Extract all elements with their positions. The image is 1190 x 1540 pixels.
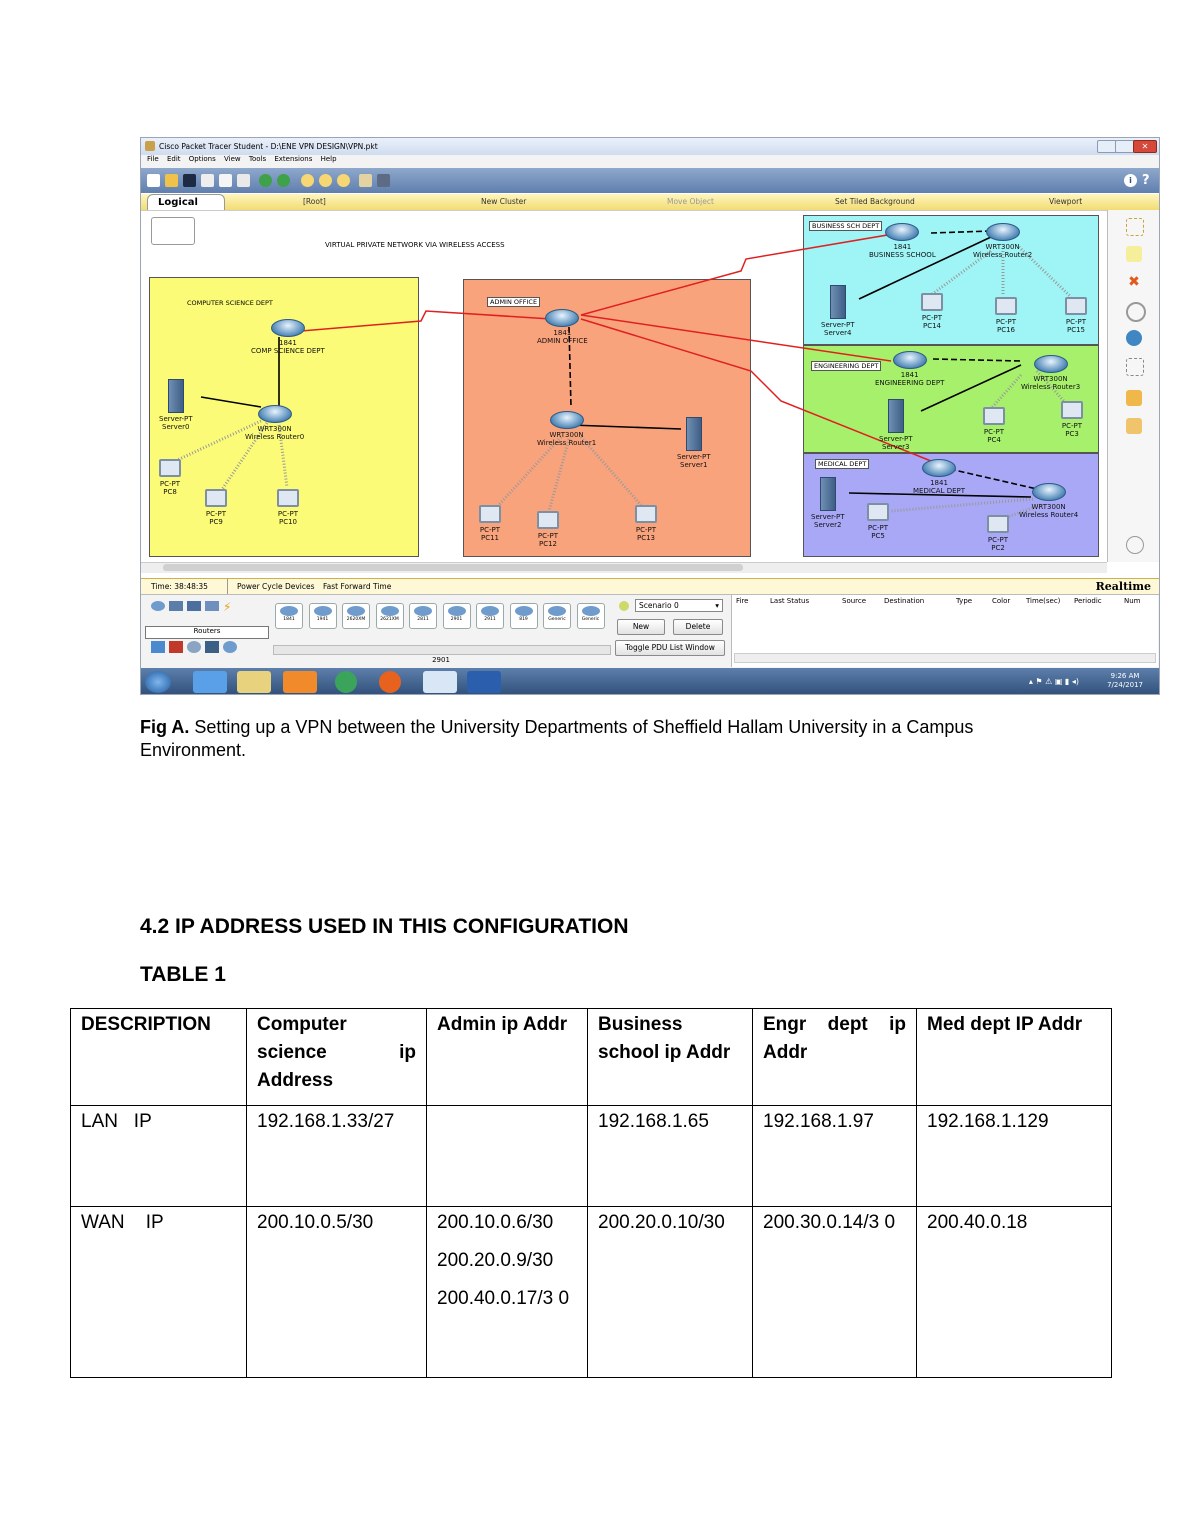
node-cs-router[interactable] — [251, 319, 325, 355]
header-engineering: Engr dept ip Addr — [753, 1009, 917, 1106]
word-icon[interactable] — [467, 671, 501, 693]
wan-link-admin-business — [581, 231, 911, 315]
firefox-icon[interactable] — [379, 671, 401, 693]
node-label: ADMIN OFFICE — [537, 337, 588, 345]
table-row-lan — [71, 1106, 1112, 1207]
wan-cs: 200.10.0.5/30 — [247, 1207, 427, 1378]
scenario-select-value: Scenario 0 — [639, 601, 679, 610]
pdu-list — [731, 595, 1158, 667]
node-wireless-router2[interactable] — [973, 223, 1032, 259]
router-icon — [381, 606, 399, 616]
node-server2[interactable] — [811, 477, 845, 529]
node-pc14[interactable] — [921, 293, 943, 330]
wireless-pc13 — [581, 437, 641, 505]
window-title: Cisco Packet Tracer Student - D:\ENE VPN DESIGN\VPN.pkt — [159, 142, 378, 151]
realtime-mode-tab[interactable]: Realtime — [1095, 580, 1151, 593]
pdu-list-scrollbar[interactable] — [734, 653, 1156, 663]
zoom-reset-icon[interactable] — [319, 174, 332, 187]
copy-icon[interactable] — [237, 174, 250, 187]
device-model-label: 2811 — [417, 617, 429, 622]
node-model: PC-PT — [479, 526, 501, 534]
node-label: PC16 — [996, 326, 1016, 334]
new-file-icon[interactable] — [147, 174, 160, 187]
node-label: PC11 — [480, 534, 500, 542]
wan-admin — [427, 1207, 588, 1378]
add-complex-pdu-icon[interactable] — [1126, 418, 1142, 434]
new-scenario-button[interactable]: New — [617, 619, 665, 635]
menu-extensions[interactable]: Extensions — [274, 155, 313, 163]
tray-icons[interactable]: ▴ ⚑ ⚠ ▣ ▮ ◂) — [1028, 677, 1079, 686]
node-label: MEDICAL DEPT — [913, 487, 966, 495]
power-cycle-devices-button[interactable]: Power Cycle Devices — [237, 582, 315, 591]
node-model: PC-PT — [983, 428, 1005, 436]
node-wireless-router0[interactable] — [245, 405, 304, 441]
select-icon[interactable] — [1126, 218, 1144, 236]
add-simple-pdu-icon[interactable] — [1126, 390, 1142, 406]
node-label: Wireless Router1 — [537, 439, 597, 447]
node-label: ENGINEERING DEPT — [875, 379, 945, 387]
node-medical-router[interactable] — [913, 459, 965, 495]
figure-caption — [140, 716, 1070, 762]
end-device-icons[interactable] — [151, 641, 263, 655]
ip-address-table — [70, 1008, 1112, 1378]
help-icon[interactable]: ? — [1142, 173, 1150, 188]
menu-tools[interactable]: Tools — [248, 155, 267, 163]
header-cs: Computer science ip Address — [247, 1009, 427, 1106]
server-icon — [888, 399, 904, 433]
node-model: WRT300N — [1033, 375, 1068, 383]
node-model: WRT300N — [549, 431, 584, 439]
clock-date: 7/24/2017 — [1107, 681, 1143, 689]
horizontal-scrollbar[interactable] — [141, 562, 1107, 573]
node-admin-router[interactable] — [537, 309, 588, 345]
node-label: Wireless Router2 — [973, 251, 1033, 259]
node-model: 1841 — [930, 479, 948, 487]
router-icon — [414, 606, 432, 616]
logical-workspace[interactable] — [141, 210, 1107, 563]
fast-forward-time-button[interactable]: Fast Forward Time — [323, 582, 392, 591]
node-label: PC10 — [278, 518, 298, 526]
router-icon — [545, 309, 579, 327]
node-pc2[interactable] — [987, 515, 1009, 552]
menu-bar — [141, 155, 1159, 168]
node-model: PC-PT — [277, 510, 299, 518]
node-pc3[interactable] — [1061, 401, 1083, 438]
minimize-button[interactable] — [1097, 140, 1117, 153]
realtime-clock-icon[interactable] — [1126, 536, 1144, 554]
node-label: PC3 — [1065, 430, 1079, 438]
node-model: PC-PT — [205, 510, 227, 518]
node-pc16[interactable] — [995, 297, 1017, 334]
wireless-router-icon — [550, 411, 584, 429]
zone-label-medical: MEDICAL DEPT — [815, 459, 869, 469]
lan-cs: 192.168.1.33/27 — [247, 1106, 427, 1207]
pdu-col-type: Type — [956, 597, 973, 605]
node-label: Server3 — [882, 443, 910, 451]
node-server0[interactable] — [159, 379, 193, 431]
node-engineering-router[interactable] — [875, 351, 944, 387]
node-label: Server2 — [814, 521, 842, 529]
table-header-row — [71, 1009, 1112, 1106]
clock-time: 9:26 AM — [1110, 672, 1140, 680]
node-model: Server-PT — [159, 415, 193, 423]
draw-shape-icon[interactable] — [1126, 330, 1142, 346]
router-icon — [481, 606, 499, 616]
server-icon — [830, 285, 846, 319]
packet-tracer-task-icon[interactable] — [423, 671, 457, 693]
simulation-status-bar — [141, 578, 1159, 595]
workspace-tabbar — [141, 194, 1159, 211]
wan-link-cs-admin — [301, 311, 551, 331]
router-icon — [548, 606, 566, 616]
server-icon — [820, 477, 836, 511]
header-admin: Admin ip Addr — [427, 1009, 588, 1106]
wan-business: 200.20.0.10/30 — [588, 1207, 753, 1378]
node-pc9[interactable] — [205, 489, 227, 526]
pc-icon — [867, 503, 889, 521]
pc-icon — [1065, 297, 1087, 315]
device-model-label: 1841 — [283, 617, 295, 622]
device-model-9[interactable] — [577, 603, 605, 629]
node-model: PC-PT — [159, 480, 181, 488]
media-player-icon[interactable] — [283, 671, 317, 693]
server-icon — [686, 417, 702, 451]
node-wireless-router3[interactable] — [1021, 355, 1080, 391]
pc-icon — [995, 297, 1017, 315]
tab-move-object[interactable]: Move Object — [667, 197, 714, 206]
node-pc11[interactable] — [479, 505, 501, 542]
router-icon — [922, 459, 956, 477]
maximize-button[interactable] — [1115, 140, 1135, 153]
activity-wizard-icon[interactable] — [219, 174, 232, 187]
device-model-label: 2620XM — [346, 617, 366, 622]
device-model-6[interactable] — [476, 603, 504, 629]
file-explorer-icon[interactable] — [237, 671, 271, 693]
device-model-3[interactable] — [376, 603, 404, 629]
table-label: TABLE 1 — [140, 963, 226, 986]
node-model: PC-PT — [867, 524, 889, 532]
packet-tracer-screenshot — [140, 137, 1160, 695]
node-pc12[interactable] — [537, 511, 559, 548]
node-model: PC-PT — [537, 532, 559, 540]
node-model: 1841 — [278, 339, 297, 347]
zone-label-business: BUSINESS SCH DEPT — [809, 221, 882, 231]
wan-medical: 200.40.0.18 — [917, 1207, 1112, 1378]
node-model: 1841 — [893, 243, 912, 251]
tab-logical[interactable]: Logical — [147, 194, 225, 211]
device-model-label: 2911 — [484, 617, 496, 622]
inspect-icon[interactable] — [1126, 302, 1146, 322]
system-clock — [1107, 672, 1143, 690]
delete-icon[interactable]: ✖ — [1128, 274, 1140, 290]
device-model-5[interactable] — [443, 603, 471, 629]
node-label: PC8 — [163, 488, 177, 496]
wireless-pc11 — [497, 437, 561, 507]
node-model: WRT300N — [257, 425, 292, 433]
tab-root[interactable]: [Root] — [303, 197, 326, 206]
app-icon — [145, 141, 155, 151]
node-label: PC4 — [987, 436, 1001, 444]
node-model: Server-PT — [821, 321, 855, 329]
table-row-wan — [71, 1207, 1112, 1378]
router-icon — [347, 606, 365, 616]
pc-icon — [159, 459, 181, 477]
node-model: PC-PT — [987, 536, 1009, 544]
node-label: Server1 — [680, 461, 708, 469]
device-category-label: Routers — [145, 626, 269, 639]
device-category-icons[interactable]: ⚡ — [151, 601, 263, 615]
node-label: PC2 — [991, 544, 1005, 552]
scenario-select[interactable] — [635, 599, 723, 612]
node-label: PC12 — [538, 540, 558, 548]
router-icon — [280, 606, 298, 616]
device-model-label: 2621XM — [380, 617, 399, 622]
node-label: BUSINESS SCHOOL — [869, 251, 936, 259]
pc-icon — [205, 489, 227, 507]
figure-label: Fig A. — [140, 717, 190, 737]
device-model-label: 2901 — [450, 617, 463, 622]
wan-admin-3: 200.40.0.17/3 0 — [437, 1288, 570, 1309]
node-label: Wireless Router3 — [1021, 383, 1081, 391]
node-model: WRT300N — [985, 243, 1020, 251]
common-tools-panel — [1107, 210, 1160, 562]
close-button[interactable]: ✕ — [1133, 140, 1157, 153]
chrome-icon[interactable] — [335, 671, 357, 693]
device-model-label: 1941 — [316, 617, 329, 622]
node-business-router[interactable] — [869, 223, 936, 259]
tab-new-cluster[interactable]: New Cluster — [481, 197, 527, 206]
pc-icon — [921, 293, 943, 311]
window-titlebar — [141, 138, 1159, 155]
zoom-out-icon[interactable] — [337, 174, 350, 187]
menu-file[interactable]: File — [147, 155, 159, 163]
wireless-router-icon — [1034, 355, 1068, 373]
node-label: Wireless Router4 — [1019, 511, 1079, 519]
node-model: PC-PT — [995, 318, 1017, 326]
pdu-col-source: Source — [842, 597, 867, 605]
wireless-router-icon — [258, 405, 292, 423]
start-button-icon[interactable] — [145, 671, 171, 693]
router-icon — [582, 606, 600, 616]
pc-icon — [635, 505, 657, 523]
windows-taskbar — [141, 668, 1159, 695]
router-icon — [893, 351, 927, 369]
node-label: PC5 — [871, 532, 885, 540]
node-server3[interactable] — [879, 399, 913, 451]
node-label: PC15 — [1066, 326, 1086, 334]
device-model-2[interactable] — [342, 603, 370, 629]
router-icon — [515, 606, 533, 616]
device-model-label: Generic — [581, 617, 600, 622]
zoom-in-icon[interactable] — [301, 174, 314, 187]
node-model: PC-PT — [1065, 318, 1087, 326]
pc-icon — [537, 511, 559, 529]
tab-viewport[interactable]: Viewport — [1049, 197, 1083, 206]
redo-icon[interactable] — [277, 174, 290, 187]
scenario-info-icon — [619, 601, 629, 611]
pc-icon — [983, 407, 1005, 425]
lan-medical: 192.168.1.129 — [917, 1106, 1112, 1207]
node-label: COMP SCIENCE DEPT — [251, 347, 325, 355]
pdu-col-periodic: Periodic — [1074, 597, 1102, 605]
node-model: Server-PT — [879, 435, 913, 443]
device-model-label: Generic — [548, 617, 566, 622]
node-pc5[interactable] — [867, 503, 889, 540]
node-pc8[interactable] — [159, 459, 181, 496]
link-eng-router-wrouter3 — [933, 359, 1021, 361]
node-model: PC-PT — [635, 526, 657, 534]
row-label-lan: LAN IP — [71, 1106, 247, 1207]
pdu-col-num: Num — [1124, 597, 1141, 605]
header-medical: Med dept IP Addr — [917, 1009, 1112, 1106]
pc-icon — [277, 489, 299, 507]
node-label: Wireless Router0 — [245, 433, 305, 441]
node-model: 1841 — [553, 329, 572, 337]
node-server4[interactable] — [821, 285, 855, 337]
info-icon[interactable]: i — [1124, 174, 1137, 187]
pc-icon — [479, 505, 501, 523]
node-model: Server-PT — [811, 513, 845, 521]
resize-shape-icon[interactable] — [1126, 358, 1144, 376]
router-icon — [271, 319, 305, 337]
lan-admin — [427, 1106, 588, 1207]
open-folder-icon[interactable] — [165, 174, 178, 187]
note-icon[interactable] — [1126, 246, 1142, 262]
menu-view[interactable]: View — [224, 155, 241, 163]
menu-options[interactable]: Options — [188, 155, 216, 163]
node-server1[interactable] — [677, 417, 711, 469]
node-label: Server4 — [824, 329, 852, 337]
node-model: Server-PT — [677, 453, 711, 461]
node-label: PC13 — [636, 534, 656, 542]
node-pc15[interactable] — [1065, 297, 1087, 334]
node-pc13[interactable] — [635, 505, 657, 542]
delete-scenario-button[interactable]: Delete — [673, 619, 723, 635]
wireless-pc4 — [989, 375, 1021, 411]
node-model: WRT300N — [1031, 503, 1066, 511]
node-model: 1841 — [900, 371, 919, 379]
undo-icon[interactable] — [259, 174, 272, 187]
custom-device-icon[interactable] — [377, 174, 390, 187]
device-list-scrollbar[interactable] — [273, 645, 611, 655]
server-icon — [168, 379, 184, 413]
figure-caption-text: Setting up a VPN between the University Departments of Sheffield Hallam University in a Campus Environment. — [140, 717, 974, 760]
section-heading: 4.2 IP ADDRESS USED IN THIS CONFIGURATION — [140, 915, 629, 938]
pdu-col-time: Time(sec) — [1026, 597, 1061, 605]
router-icon — [885, 223, 919, 241]
pc-icon — [1061, 401, 1083, 419]
zone-label-engineering: ENGINEERING DEPT — [811, 361, 881, 371]
print-icon[interactable] — [201, 174, 214, 187]
wireless-pc5 — [891, 499, 1033, 511]
device-model-1[interactable] — [309, 603, 337, 629]
device-model-7[interactable] — [510, 603, 538, 629]
scrollbar-thumb[interactable] — [163, 564, 743, 571]
pdu-col-destination: Destination — [884, 597, 925, 605]
device-model-8[interactable] — [543, 603, 571, 629]
internet-explorer-icon[interactable] — [193, 671, 227, 693]
device-panel — [141, 594, 1159, 669]
pdu-col-last-status: Last Status — [770, 597, 810, 605]
header-business: Business school ip Addr — [588, 1009, 753, 1106]
tab-set-tiled-background[interactable]: Set Tiled Background — [835, 197, 915, 206]
router-icon — [448, 606, 466, 616]
device-model-label: 819 — [519, 617, 528, 622]
wan-admin-1: 200.10.0.6/30 — [437, 1212, 554, 1233]
header-description: DESCRIPTION — [71, 1009, 247, 1106]
node-label: PC9 — [209, 518, 223, 526]
zone-label-admin: ADMIN OFFICE — [487, 297, 540, 307]
node-label: PC14 — [922, 322, 942, 330]
node-pc4[interactable] — [983, 407, 1005, 444]
main-toolbar — [141, 168, 1159, 193]
node-label: Server0 — [162, 423, 190, 431]
save-icon[interactable] — [183, 174, 196, 187]
node-model: PC-PT — [921, 314, 943, 322]
pdu-col-color: Color — [992, 597, 1011, 605]
simulation-time: Time: 38:48:35 — [151, 582, 208, 591]
wan-engineering: 200.30.0.14/3 0 — [753, 1207, 917, 1378]
pdu-col-fire: Fire — [736, 597, 749, 605]
wireless-pc12 — [549, 439, 569, 511]
node-wireless-router1[interactable] — [537, 411, 596, 447]
device-model-4[interactable] — [409, 603, 437, 629]
router-icon — [314, 606, 332, 616]
wireless-router-icon — [986, 223, 1020, 241]
node-wireless-router4[interactable] — [1019, 483, 1078, 519]
selected-model-label: 2901 — [432, 656, 450, 664]
node-model: PC-PT — [1061, 422, 1083, 430]
row-label-wan: WAN IP — [71, 1207, 247, 1378]
wireless-router-icon — [1032, 483, 1066, 501]
pc-icon — [987, 515, 1009, 533]
node-pc10[interactable] — [277, 489, 299, 526]
canvas-title: VIRTUAL PRIVATE NETWORK VIA WIRELESS ACCESS — [325, 241, 505, 249]
wan-admin-2: 200.20.0.9/30 — [437, 1250, 554, 1271]
menu-help[interactable]: Help — [320, 155, 337, 163]
chevron-down-icon: ▾ — [715, 601, 719, 610]
menu-edit[interactable]: Edit — [166, 155, 181, 163]
toggle-pdu-list-button[interactable]: Toggle PDU List Window — [615, 640, 725, 656]
palette-icon[interactable] — [359, 174, 372, 187]
zone-label-cs: COMPUTER SCIENCE DEPT — [187, 299, 273, 307]
device-model-0[interactable] — [275, 603, 303, 629]
lan-business: 192.168.1.65 — [588, 1106, 753, 1207]
lan-engineering: 192.168.1.97 — [753, 1106, 917, 1207]
